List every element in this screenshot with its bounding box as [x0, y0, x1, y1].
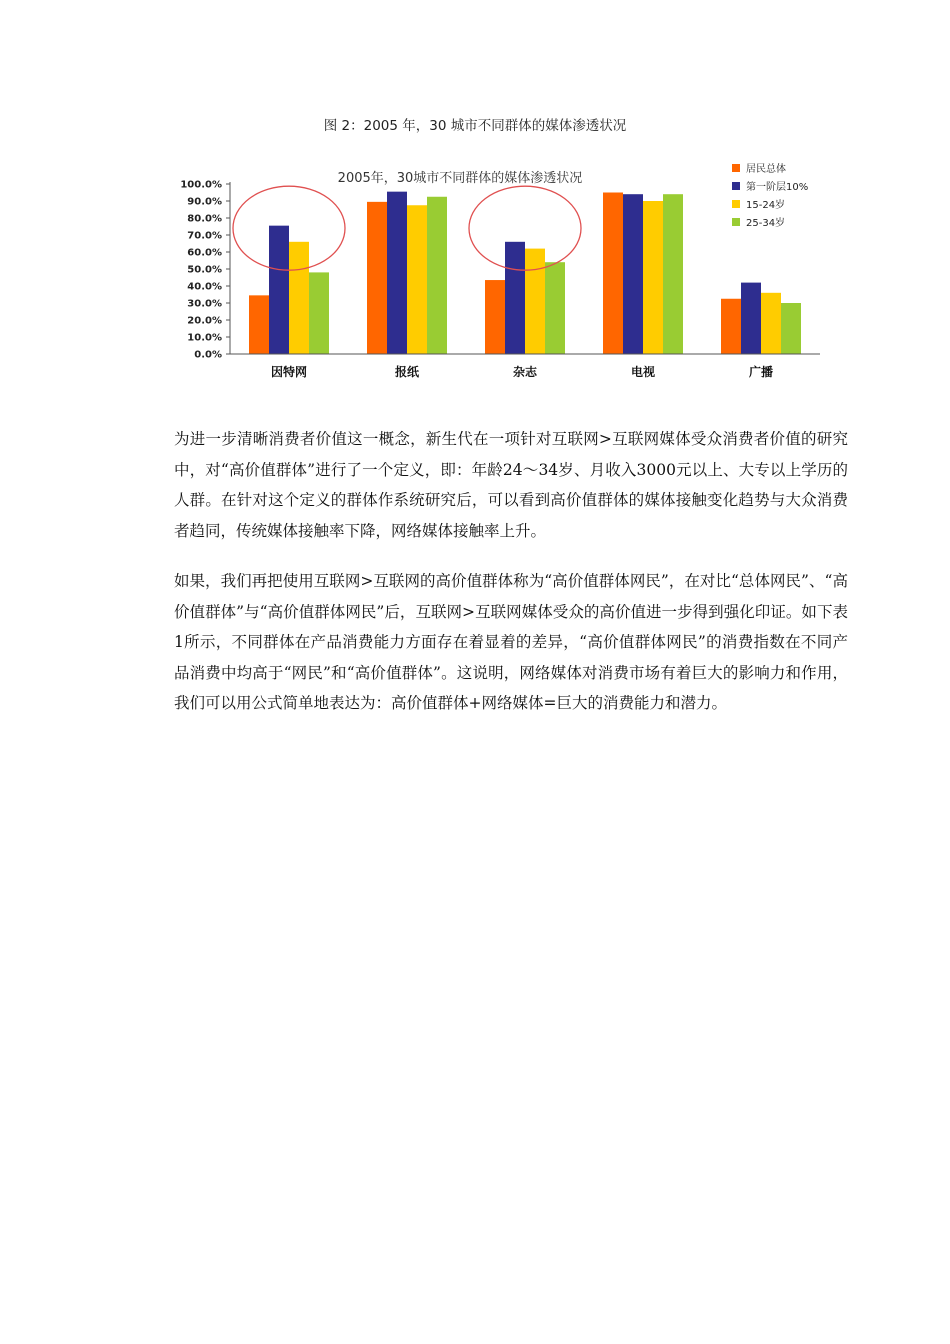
y-tick-label: 50.0% — [187, 264, 222, 276]
bar — [407, 205, 427, 354]
bar — [603, 193, 623, 355]
figure-caption: 图 2：2005 年，30 城市不同群体的媒体渗透状况 — [323, 118, 627, 134]
y-tick-label: 80.0% — [187, 213, 222, 225]
legend-label: 第一阶层10% — [746, 182, 809, 193]
x-tick-label: 广播 — [748, 365, 774, 379]
chart-svg — [170, 152, 830, 388]
x-tick-label: 因特网 — [270, 365, 308, 379]
bar — [269, 226, 289, 354]
y-tick-label: 40.0% — [187, 281, 222, 293]
y-tick-label: 90.0% — [187, 196, 222, 208]
bar — [525, 249, 545, 354]
paragraph-2: 如果，我们再把使用互联网>互联网的高价值群体称为“高价值群体网民”，在对比“总体网民”、“高价值群体”与“高价值群体网民”后，互联网>互联网媒体受众的高价值进一步得到强化印证。如下表1所示，不同群体在产品消费能力方面存在着显着的差异，“高价值群体网民”的消费指数在不同产品消费中均高于“网民”和“高价值群体”。这说明，网络媒体对消费市场有着巨大的影响力和作用，我们可以用公式简单地表达为：高价值群体+网络媒体=巨大的消费能力和潜力。 — [174, 572, 848, 712]
y-tick-label: 0.0% — [194, 349, 222, 361]
bar — [485, 280, 505, 354]
chart-title: 2005年，30城市不同群体的媒体渗透状况 — [337, 171, 583, 186]
bar — [623, 194, 643, 354]
y-tick-label: 60.0% — [187, 247, 222, 259]
paragraph-1: 为进一步清晰消费者价值这一概念，新生代在一项针对互联网>互联网媒体受众消费者价值的研究中，对“高价值群体”进行了一个定义，即：年龄24～34岁、月收入3000元以上、大专以上学历的人群。在针对这个定义的群体作系统研究后，可以看到高价值群体的媒体接触变化趋势与大众消费者趋同，传统媒体接触率下降，网络媒体接触率上升。 — [174, 430, 848, 540]
bar — [761, 293, 781, 354]
bar — [289, 242, 309, 354]
legend-label: 25-34岁 — [746, 218, 786, 229]
media-penetration-chart — [170, 152, 830, 388]
bar — [427, 197, 447, 354]
y-tick-label: 20.0% — [187, 315, 222, 327]
bar — [643, 201, 663, 354]
bar — [663, 194, 683, 354]
x-tick-label: 报纸 — [394, 365, 420, 379]
bar — [309, 272, 329, 354]
y-tick-label: 70.0% — [187, 230, 222, 242]
bar — [505, 242, 525, 354]
y-tick-label: 30.0% — [187, 298, 222, 310]
x-tick-label: 杂志 — [512, 365, 538, 379]
bar — [721, 299, 741, 354]
legend-label: 15-24岁 — [746, 200, 786, 211]
legend-swatch — [732, 200, 740, 208]
legend-label: 居民总体 — [746, 164, 786, 175]
bar — [741, 283, 761, 354]
bar — [545, 262, 565, 354]
legend-swatch — [732, 164, 740, 172]
legend-swatch — [732, 182, 740, 190]
bar — [781, 303, 801, 354]
bar — [387, 192, 407, 354]
bar — [249, 295, 269, 354]
x-tick-label: 电视 — [630, 365, 656, 379]
y-tick-label: 100.0% — [180, 179, 222, 191]
legend-swatch — [732, 218, 740, 226]
y-tick-label: 10.0% — [187, 332, 222, 344]
bar — [367, 202, 387, 354]
